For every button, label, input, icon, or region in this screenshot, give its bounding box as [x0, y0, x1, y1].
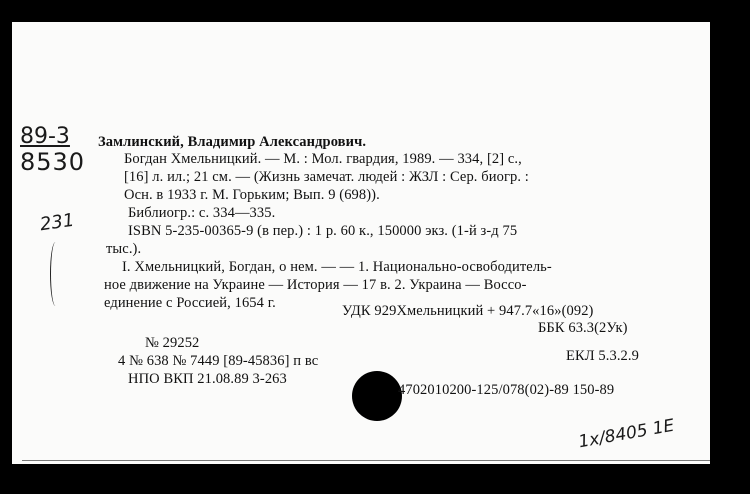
- order-line: 4 № 638 № 7449 [89-45836] п вс: [118, 353, 319, 369]
- description-line: тыс.).: [106, 241, 142, 257]
- scan-artifact-line: [22, 460, 710, 461]
- author-heading: Замлинский, Владимир Александрович.: [98, 134, 367, 150]
- npo-line: НПО ВКП 21.08.89 3-263: [128, 371, 287, 387]
- description-line: [16] л. ил.; 21 см. — (Жизнь замечат. людей : ЖЗЛ : Сер. биогр. :: [124, 169, 529, 185]
- handwritten-note: 1х/8405 1Е: [576, 415, 676, 453]
- margin-mark: 231: [38, 209, 76, 236]
- margin-bracket: [50, 242, 61, 306]
- description-line: Богдан Хмельницкий. — М. : Мол. гвардия, 1989. — 334, [2] с.,: [124, 151, 522, 167]
- description-line: ISBN 5-235-00365-9 (в пер.) : 1 р. 60 к., 150000 экз. (1-й з-д 75: [128, 223, 518, 239]
- card-number: № 29252: [145, 335, 200, 351]
- barcode-number: 4702010200-125/078(02)-89 150-89: [398, 382, 615, 398]
- punch-hole: [352, 371, 402, 421]
- udk-index: УДК 929Хмельницкий + 947.7«16»(092): [342, 303, 594, 319]
- catalog-card: [12, 22, 710, 464]
- ekl-index: ЕКЛ 5.3.2.9: [566, 348, 639, 364]
- call-number-2: 8530: [20, 148, 86, 176]
- bbk-index: ББК 63.3(2Ук): [538, 320, 628, 336]
- description-line: единение с Россией, 1654 г.: [104, 295, 276, 311]
- description-line: Библиогр.: с. 334—335.: [128, 205, 276, 221]
- description-line: ное движение на Украине — История — 17 в. 2. Украина — Воссо-: [104, 277, 527, 293]
- call-number-1: 89-3: [20, 124, 70, 149]
- description-line: I. Хмельницкий, Богдан, о нем. — — 1. Национально-освободитель-: [122, 259, 552, 275]
- description-line: Осн. в 1933 г. М. Горьким; Вып. 9 (698)).: [124, 187, 380, 203]
